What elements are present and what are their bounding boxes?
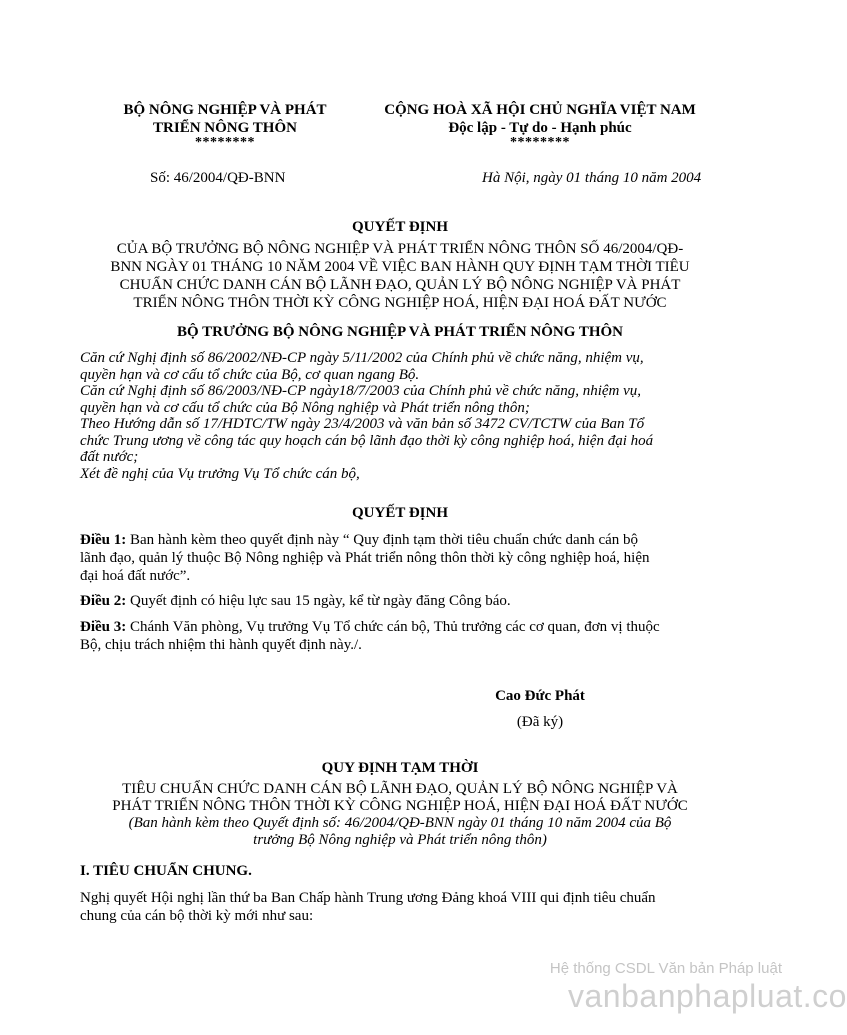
section-paragraph	[80, 889, 720, 925]
place-date: Hà Nội, ngày 01 tháng 10 năm 2004	[482, 170, 702, 186]
basis-line: Theo Hướng dẫn số 17/HDTC/TW ngày 23/4/2003 và văn bản số 3472 CV/TCTW của Ban Tổ	[80, 416, 645, 432]
article-1	[80, 531, 720, 585]
basis-line: chức Trung ương về công tác quy hoạch cán bộ lãnh đạo thời kỳ công nghiệp hoá, hiện đại hoá	[80, 432, 654, 449]
document-number: Số: 46/2004/QĐ-BNN	[150, 170, 286, 186]
agency-line-1: BỘ NÔNG NGHIỆP VÀ PHÁT	[123, 102, 327, 118]
paragraph-line: Nghị quyết Hội nghị lần thứ ba Ban Chấp hành Trung ương Đảng khoá VIII qui định tiêu chuẩn	[80, 890, 656, 906]
document-title: QUYẾT ĐỊNH	[352, 219, 448, 235]
subtitle-line: TRIỂN NÔNG THÔN THỜI KỲ CÔNG NGHIỆP HOÁ, HIỆN ĐẠI HOÁ ĐẤT NƯỚC	[133, 295, 667, 311]
basis-line: Căn cứ Nghị định số 86/2002/NĐ-CP ngày 5/11/2002 của Chính phủ về chức năng, nhiệm vụ,	[80, 350, 644, 366]
nation-stars: ********	[510, 135, 570, 150]
article-label: Điều 1:	[80, 532, 127, 548]
basis-line: đất nước;	[80, 449, 139, 465]
issuing-agency	[100, 101, 350, 149]
article-label: Điều 3:	[80, 619, 127, 635]
basis-line: quyền hạn và cơ cấu tổ chức của Bộ Nông nghiệp và Phát triển nông thôn;	[80, 399, 530, 416]
basis-line: quyền hạn và cơ cấu tổ chức của Bộ, cơ quan ngang Bộ.	[80, 366, 420, 383]
regulation-subtitle-line: PHÁT TRIỂN NÔNG THÔN THỜI KỲ CÔNG NGHIỆP HOÁ, HIỆN ĐẠI HOÁ ĐẤT NƯỚC	[112, 798, 688, 814]
agency-line-2: TRIỂN NÔNG THÔN	[153, 120, 297, 136]
nation-line-1: CỘNG HOÀ XÃ HỘI CHỦ NGHĨA VIỆT NAM	[384, 102, 696, 118]
decision-heading: QUYẾT ĐỊNH	[352, 505, 448, 521]
article-text: Bộ, chịu trách nhiệm thi hành quyết định này./.	[80, 637, 362, 653]
minister-heading: BỘ TRƯỞNG BỘ NÔNG NGHIỆP VÀ PHÁT TRIỂN NÔNG THÔN	[176, 324, 624, 340]
regulation-note-line: trưởng Bộ Nông nghiệp và Phát triển nông thôn)	[253, 832, 547, 848]
regulation-title: QUY ĐỊNH TẠM THỜI	[321, 760, 479, 776]
watermark-site: vanbanphapluat.co	[568, 978, 847, 1014]
article-text: Ban hành kèm theo quyết định này “ Quy định tạm thời tiêu chuẩn chức danh cán bộ	[126, 532, 639, 548]
legal-basis	[80, 350, 720, 482]
article-text: lãnh đạo, quản lý thuộc Bộ Nông nghiệp và Phát triển nông thôn thời kỳ công nghiệp hoá, hiện	[80, 550, 650, 566]
nation-motto: Độc lập - Tự do - Hạnh phúc	[448, 120, 632, 136]
article-text: Chánh Văn phòng, Vụ trưởng Vụ Tổ chức cán bộ, Thủ trưởng các cơ quan, đơn vị thuộc	[126, 619, 660, 635]
basis-line: Căn cứ Nghị định số 86/2003/NĐ-CP ngày18/7/2003 của Chính phủ về chức năng, nhiệm vụ,	[80, 383, 642, 399]
article-2	[80, 592, 720, 610]
document-subtitle	[80, 240, 720, 312]
article-label: Điều 2:	[80, 593, 127, 609]
subtitle-line: CHUẨN CHỨC DANH CÁN BỘ LÃNH ĐẠO, QUẢN LÝ BỘ NÔNG NGHIỆP VÀ PHÁT	[119, 277, 681, 293]
subtitle-line: BNN NGÀY 01 THÁNG 10 NĂM 2004 VỀ VIỆC BAN HÀNH QUY ĐỊNH TẠM THỜI TIÊU	[110, 259, 690, 275]
subtitle-line: CỦA BỘ TRƯỞNG BỘ NÔNG NGHIỆP VÀ PHÁT TRIỂN NÔNG THÔN SỐ 46/2004/QĐ-	[116, 241, 684, 257]
paragraph-line: chung của cán bộ thời kỳ mới như sau:	[80, 908, 314, 924]
regulation-subtitle-line: TIÊU CHUẨN CHỨC DANH CÁN BỘ LÃNH ĐẠO, QUẢN LÝ BỘ NÔNG NGHIỆP VÀ	[122, 781, 678, 797]
watermark-caption: Hệ thống CSDL Văn bản Pháp luật	[549, 960, 782, 977]
national-title	[355, 101, 725, 149]
article-text: Quyết định có hiệu lực sau 15 ngày, kể từ ngày đăng Công báo.	[126, 593, 511, 609]
signer-status: (Đã ký)	[516, 714, 564, 730]
section-title: I. TIÊU CHUẨN CHUNG.	[80, 863, 252, 879]
article-3	[80, 618, 720, 654]
article-text: đại hoá đất nước”.	[80, 568, 191, 584]
regulation-note-line: (Ban hành kèm theo Quyết định số: 46/2004/QĐ-BNN ngày 01 tháng 10 năm 2004 của Bộ	[128, 815, 672, 831]
agency-stars: ********	[195, 135, 255, 150]
basis-line: Xét đề nghị của Vụ trưởng Vụ Tổ chức cán bộ,	[80, 465, 360, 482]
signer-name: Cao Đức Phát	[495, 688, 585, 704]
regulation-subtitle	[80, 781, 720, 849]
